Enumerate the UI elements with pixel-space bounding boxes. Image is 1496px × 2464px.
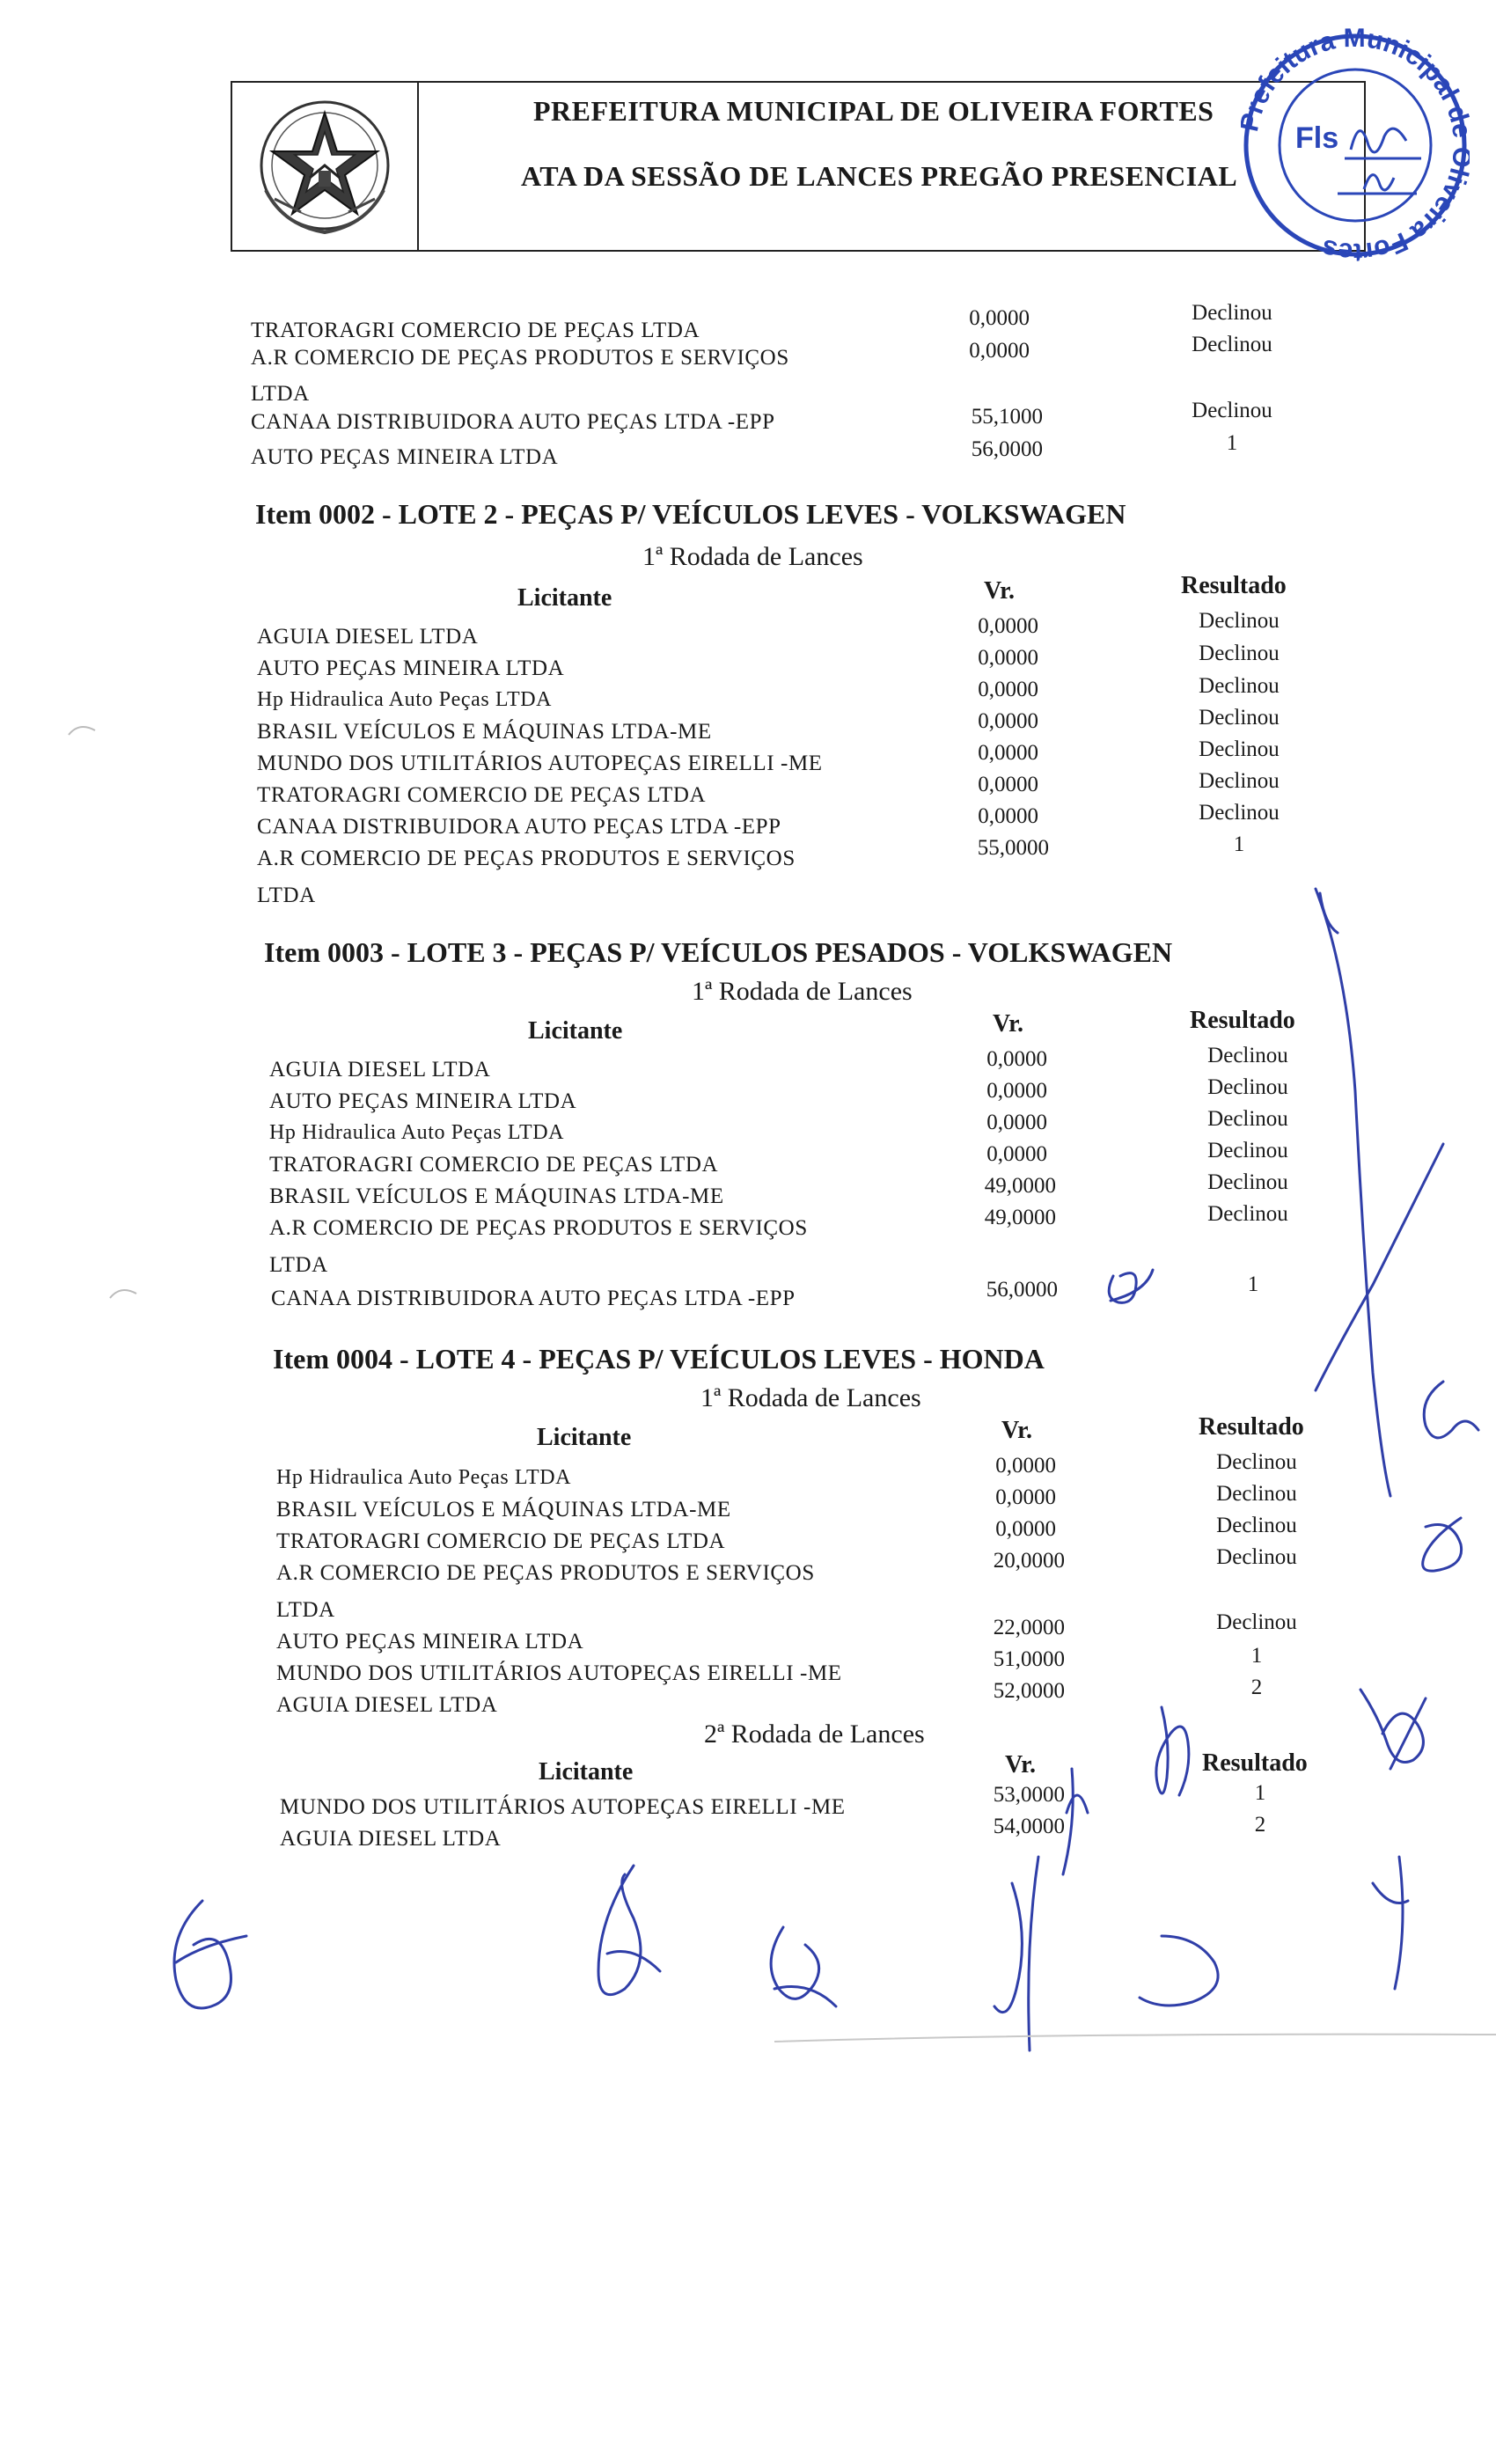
bidder-name: MUNDO DOS UTILITÁRIOS AUTOPEÇAS EIRELLI -ME (257, 752, 823, 775)
bidder-name: BRASIL VEÍCULOS E MÁQUINAS LTDA-ME (257, 720, 712, 744)
bid-value: 55,0000 (977, 836, 1049, 860)
bid-result: Declinou (1207, 1075, 1288, 1099)
bid-value: 0,0000 (986, 1079, 1047, 1103)
bid-result: Declinou (1207, 1202, 1288, 1226)
item-title: Item 0004 - LOTE 4 - PEÇAS P/ VEÍCULOS LEVES - HONDA (273, 1343, 1045, 1375)
bid-value: 0,0000 (986, 1047, 1047, 1071)
bid-value: 0,0000 (978, 804, 1038, 828)
item-title: Item 0002 - LOTE 2 - PEÇAS P/ VEÍCULOS LEVES - VOLKSWAGEN (255, 498, 1126, 530)
page-title: PREFEITURA MUNICIPAL DE OLIVEIRA FORTES (533, 95, 1214, 127)
bid-result: Declinou (1207, 1139, 1288, 1162)
col-resultado: Resultado (1202, 1749, 1308, 1777)
bidder-name: AUTO PEÇAS MINEIRA LTDA (269, 1089, 577, 1113)
col-vr: Vr. (984, 577, 1015, 605)
bid-result: Declinou (1199, 769, 1280, 793)
carryover-row-result: 1 (1226, 431, 1238, 455)
carryover-row-result: Declinou (1192, 301, 1272, 325)
bid-result: 1 (1247, 1272, 1259, 1296)
bid-value: 0,0000 (978, 709, 1038, 733)
bidder-name: Hp Hidraulica Auto Peças LTDA (269, 1121, 565, 1144)
bidder-name-cont: LTDA (269, 1253, 328, 1277)
bid-result: 2 (1250, 1676, 1263, 1699)
col-vr: Vr. (1001, 1417, 1032, 1444)
bidder-name: TRATORAGRI COMERCIO DE PEÇAS LTDA (276, 1529, 726, 1553)
bid-result: Declinou (1216, 1514, 1297, 1537)
crest-cell (232, 83, 419, 250)
bid-value: 0,0000 (978, 614, 1038, 638)
bid-value: 20,0000 (993, 1549, 1065, 1573)
carryover-row-result: Declinou (1192, 399, 1272, 422)
bidder-name: MUNDO DOS UTILITÁRIOS AUTOPEÇAS EIRELLI -ME (280, 1795, 846, 1819)
page-subtitle: ATA DA SESSÃO DE LANCES PREGÃO PRESENCIAL (521, 160, 1238, 192)
col-licitante: Licitante (528, 1017, 623, 1045)
carryover-row-name: CANAA DISTRIBUIDORA AUTO PEÇAS LTDA -EPP (251, 410, 775, 434)
bid-value: 49,0000 (984, 1206, 1056, 1229)
round-title: 1ª Rodada de Lances (700, 1383, 921, 1412)
bidder-name: Hp Hidraulica Auto Peças LTDA (257, 688, 553, 711)
col-resultado: Resultado (1181, 572, 1287, 599)
bidder-name: CANAA DISTRIBUIDORA AUTO PEÇAS LTDA -EPP (271, 1287, 796, 1310)
bid-result: Declinou (1207, 1044, 1288, 1067)
bidder-name: AGUIA DIESEL LTDA (276, 1693, 498, 1717)
bid-result: 1 (1233, 832, 1245, 856)
bid-result: 1 (1254, 1781, 1266, 1805)
bid-result: 2 (1254, 1813, 1266, 1837)
carryover-row-value: 0,0000 (969, 339, 1030, 363)
bid-value: 53,0000 (993, 1783, 1065, 1807)
bid-result: Declinou (1199, 674, 1280, 698)
bidder-name: Hp Hidraulica Auto Peças LTDA (276, 1466, 572, 1489)
bid-value: 0,0000 (995, 1485, 1056, 1509)
bid-result: Declinou (1207, 1170, 1288, 1194)
bidder-name: A.R COMERCIO DE PEÇAS PRODUTOS E SERVIÇOS (269, 1216, 808, 1240)
col-vr: Vr. (1005, 1751, 1036, 1778)
carryover-row-value: 55,1000 (971, 405, 1043, 429)
carryover-row-value: 56,0000 (971, 437, 1043, 461)
bid-result: Declinou (1199, 609, 1280, 633)
bid-result: Declinou (1199, 642, 1280, 665)
stamp-ring-text: refeitura Municipal iveira Fortes (1241, 26, 1470, 264)
bid-result: Declinou (1216, 1545, 1297, 1569)
bid-value: 0,0000 (978, 773, 1038, 796)
bid-value: 0,0000 (986, 1142, 1047, 1166)
bid-value: 22,0000 (993, 1616, 1065, 1639)
bid-value: 0,0000 (978, 741, 1038, 765)
bidder-name: AUTO PEÇAS MINEIRA LTDA (276, 1630, 584, 1654)
bid-result: Declinou (1216, 1482, 1297, 1506)
col-resultado: Resultado (1190, 1007, 1295, 1034)
bidder-name: BRASIL VEÍCULOS E MÁQUINAS LTDA-ME (269, 1184, 724, 1208)
bid-value: 0,0000 (978, 678, 1038, 701)
svg-text:Prefeitura Municipal de Olivei (1241, 26, 1470, 264)
carryover-row-name-cont: LTDA (251, 382, 310, 406)
carryover-row-name: A.R COMERCIO DE PEÇAS PRODUTOS E SERVIÇOS (251, 346, 789, 370)
round-title: 1ª Rodada de Lances (642, 542, 863, 571)
col-licitante: Licitante (539, 1758, 634, 1786)
col-licitante: Licitante (517, 584, 612, 612)
bid-result: Declinou (1207, 1107, 1288, 1131)
bid-result: Declinou (1216, 1450, 1297, 1474)
bid-value: 56,0000 (986, 1278, 1058, 1302)
bid-value: 0,0000 (995, 1517, 1056, 1541)
carryover-row-value: 0,0000 (969, 306, 1030, 330)
bid-result: Declinou (1199, 737, 1280, 761)
bidder-name: AGUIA DIESEL LTDA (280, 1827, 502, 1851)
bid-value: 49,0000 (984, 1174, 1056, 1198)
bidder-name: TRATORAGRI COMERCIO DE PEÇAS LTDA (269, 1153, 719, 1177)
bid-value: 0,0000 (995, 1454, 1056, 1478)
bidder-name: A.R COMERCIO DE PEÇAS PRODUTOS E SERVIÇOS (257, 847, 796, 870)
bidder-name: BRASIL VEÍCULOS E MÁQUINAS LTDA-ME (276, 1498, 731, 1522)
bidder-name: A.R COMERCIO DE PEÇAS PRODUTOS E SERVIÇOS (276, 1561, 815, 1585)
municipal-stamp (1241, 26, 1470, 268)
bidder-name-cont: LTDA (257, 884, 316, 907)
col-vr: Vr. (993, 1010, 1023, 1038)
bid-result: Declinou (1199, 801, 1280, 825)
round-title: 1ª Rodada de Lances (692, 977, 913, 1006)
col-resultado: Resultado (1199, 1413, 1304, 1441)
item-title: Item 0003 - LOTE 3 - PEÇAS P/ VEÍCULOS PESADOS - VOLKSWAGEN (264, 936, 1173, 968)
bidder-name-cont: LTDA (276, 1598, 335, 1622)
col-licitante: Licitante (537, 1424, 632, 1451)
state-crest-icon (248, 93, 401, 243)
bid-value: 0,0000 (978, 646, 1038, 670)
bid-value: 51,0000 (993, 1647, 1065, 1671)
bid-result: 1 (1250, 1644, 1263, 1668)
bid-value: 52,0000 (993, 1679, 1065, 1703)
document-header (231, 81, 1366, 252)
stamp-fls-label: Fls (1295, 121, 1339, 155)
bid-result: Declinou (1216, 1610, 1297, 1634)
bid-value: 0,0000 (986, 1111, 1047, 1134)
bidder-name: CANAA DISTRIBUIDORA AUTO PEÇAS LTDA -EPP (257, 815, 781, 839)
carryover-row-name: AUTO PEÇAS MINEIRA LTDA (251, 445, 559, 469)
carryover-row-result: Declinou (1192, 333, 1272, 356)
bid-value: 54,0000 (993, 1815, 1065, 1838)
carryover-row-name: TRATORAGRI COMERCIO DE PEÇAS LTDA (251, 319, 700, 342)
bidder-name: AUTO PEÇAS MINEIRA LTDA (257, 656, 565, 680)
bidder-name: MUNDO DOS UTILITÁRIOS AUTOPEÇAS EIRELLI -ME (276, 1661, 842, 1685)
round-title: 2ª Rodada de Lances (704, 1720, 925, 1749)
bidder-name: AGUIA DIESEL LTDA (269, 1058, 491, 1082)
stamp-seal-icon (1241, 26, 1470, 264)
bid-result: Declinou (1199, 706, 1280, 730)
bidder-name: TRATORAGRI COMERCIO DE PEÇAS LTDA (257, 783, 707, 807)
bidder-name: AGUIA DIESEL LTDA (257, 625, 479, 649)
